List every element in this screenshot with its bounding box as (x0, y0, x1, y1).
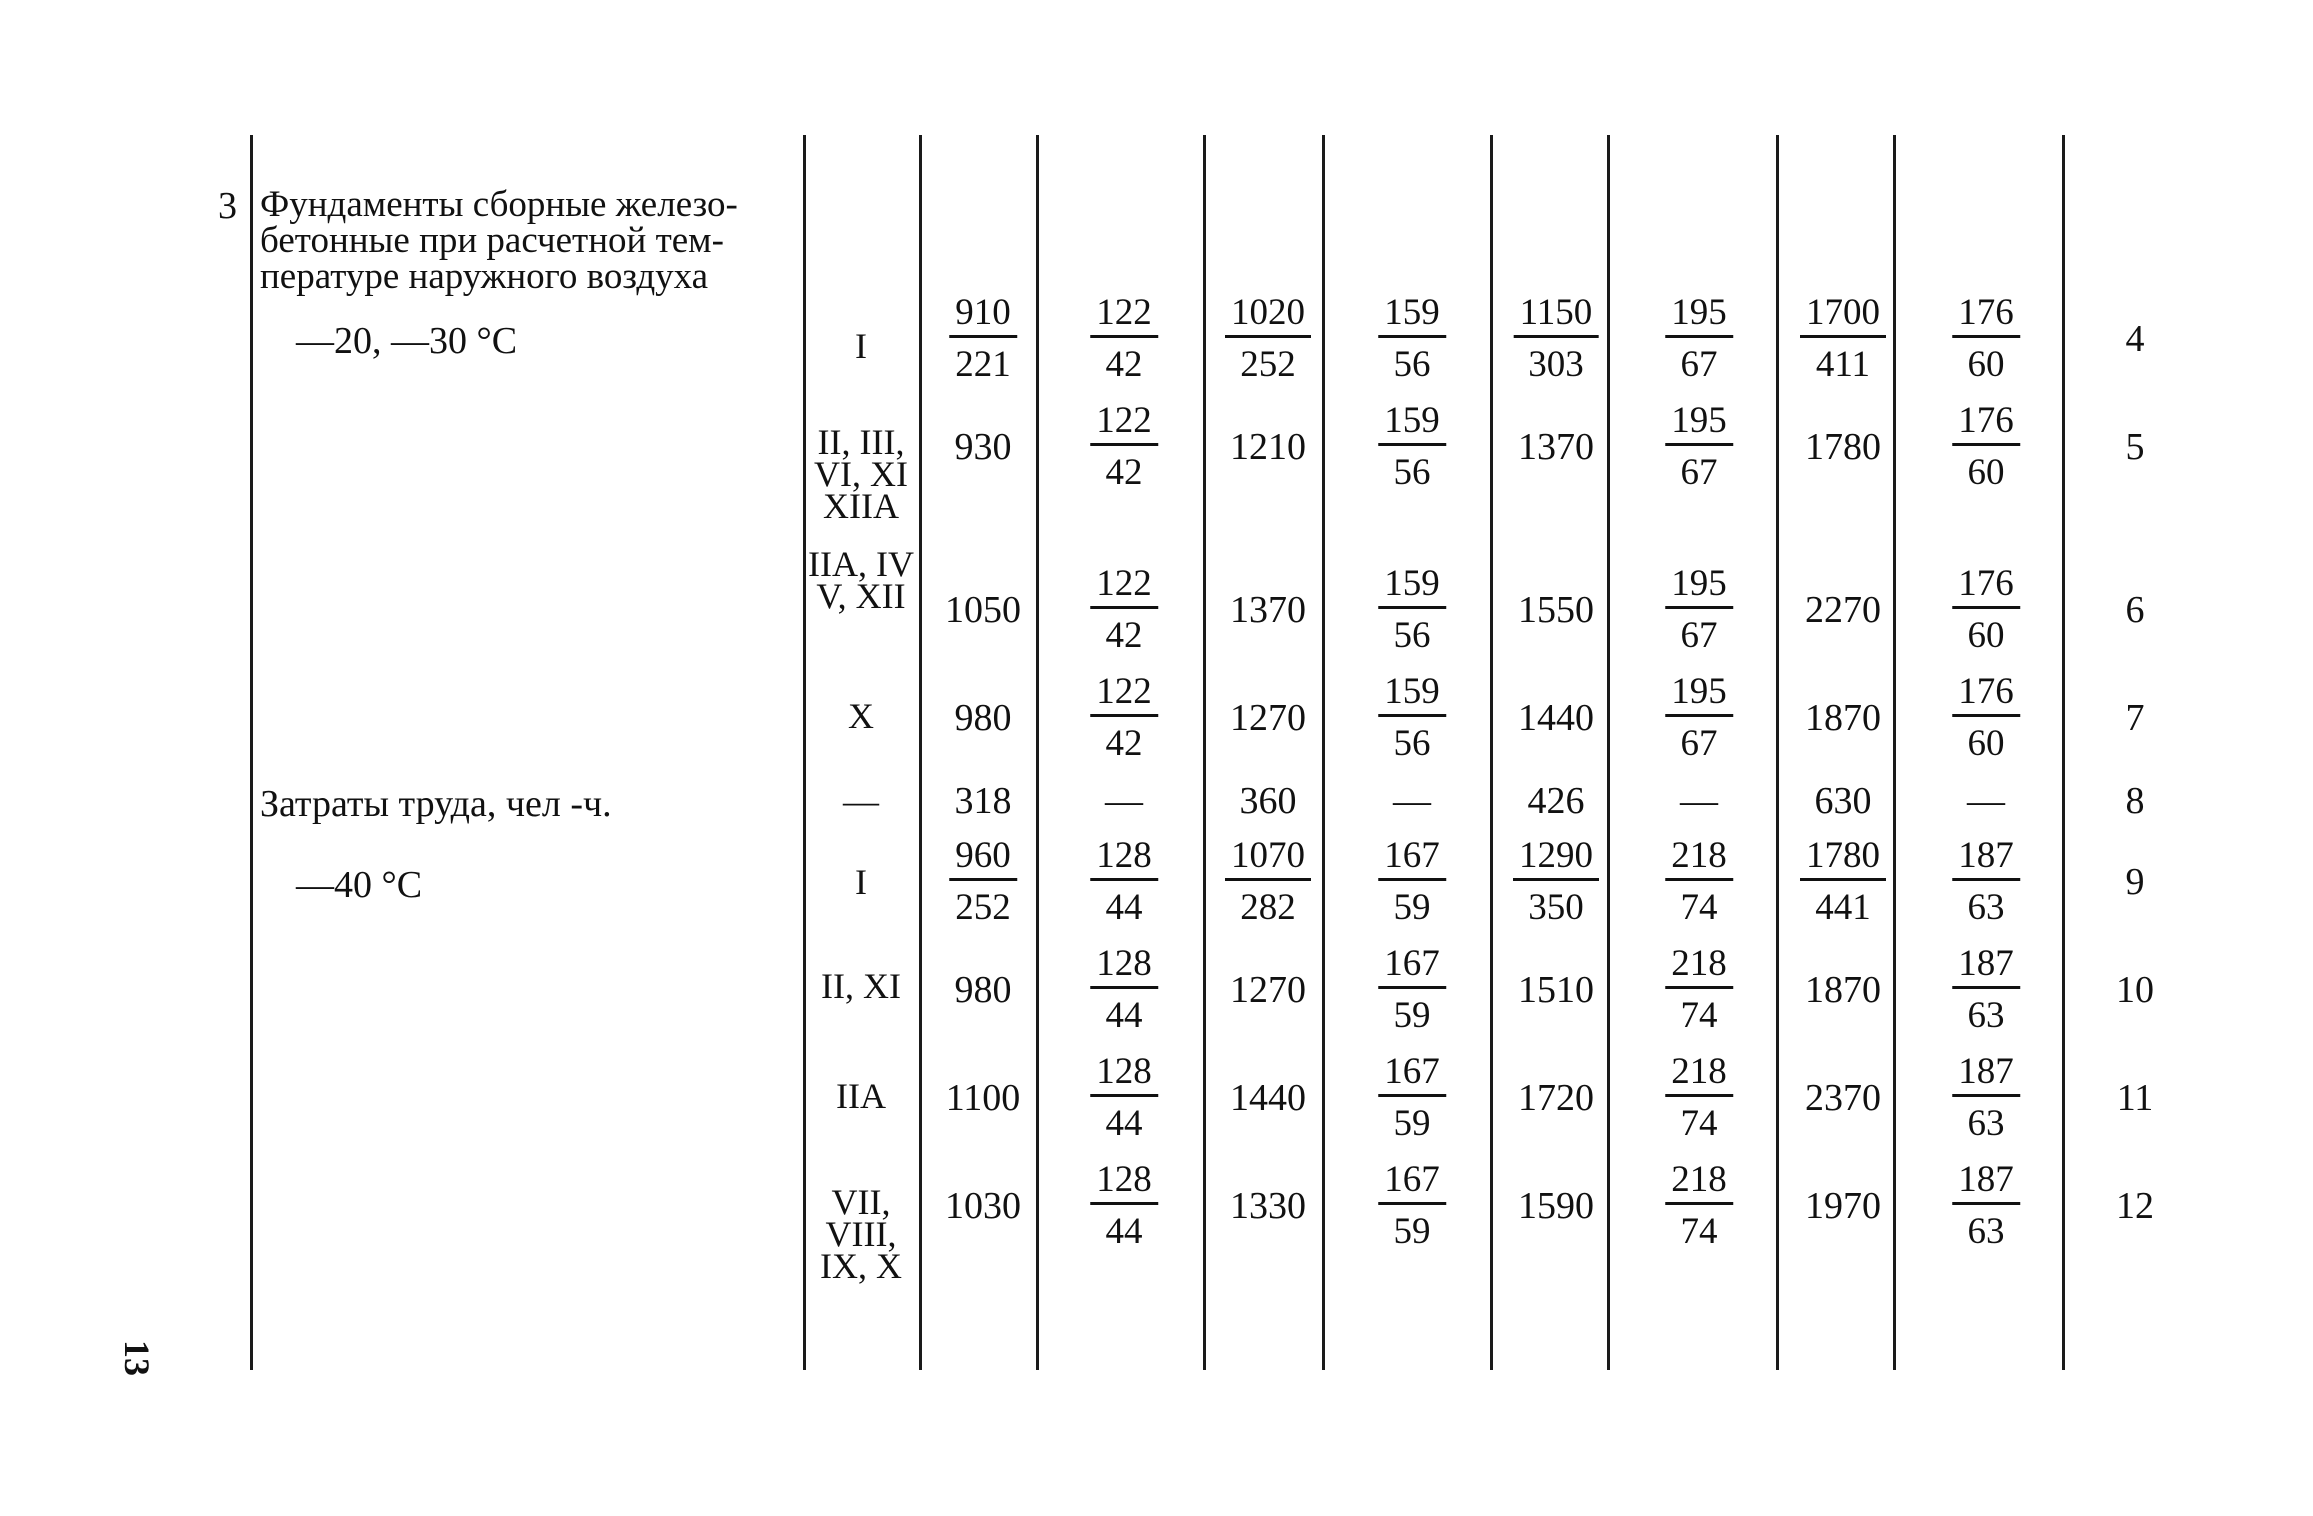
denominator: 60 (1967, 615, 2005, 656)
denominator: 411 (1815, 344, 1871, 385)
numerator: 910 (949, 294, 1017, 338)
design-class-cell (805, 422, 917, 526)
value-cell: 1780 (1805, 426, 1881, 468)
row-number: 12 (2116, 1185, 2154, 1227)
numerator: 167 (1378, 945, 1446, 989)
fraction-cell (1665, 294, 1733, 383)
numerator: 187 (1952, 945, 2020, 989)
column-rule (250, 135, 253, 1370)
numerator: 1070 (1225, 837, 1311, 881)
denominator: 60 (1967, 344, 2005, 385)
value-cell: 1440 (1230, 1077, 1306, 1119)
design-class-line: I (855, 862, 867, 902)
denominator: 60 (1967, 452, 2005, 493)
fraction-cell (1665, 837, 1733, 926)
column-rule (1490, 135, 1493, 1370)
design-class-line: II, III, (817, 422, 905, 462)
numerator: 176 (1952, 294, 2020, 338)
row-number: 6 (2125, 589, 2145, 631)
denominator: 74 (1680, 887, 1718, 928)
value-cell: 1210 (1230, 426, 1306, 468)
fraction-cell (1513, 837, 1599, 926)
numerator: 128 (1090, 945, 1158, 989)
denominator: 63 (1967, 995, 2005, 1036)
temperature-label: —20, —30 °C (296, 320, 518, 362)
fraction-cell (1090, 294, 1158, 383)
denominator: 63 (1967, 1103, 2005, 1144)
fraction-cell (1800, 837, 1886, 926)
value-cell: 2370 (1805, 1077, 1881, 1119)
design-class-line: IX, X (820, 1246, 902, 1286)
design-class-line: V, XII (816, 576, 906, 616)
denominator: 63 (1967, 887, 2005, 928)
numerator: 167 (1378, 1053, 1446, 1097)
fraction-cell (1225, 294, 1311, 383)
numerator: 960 (949, 837, 1017, 881)
column-rule (1607, 135, 1610, 1370)
value-cell: 930 (954, 426, 1012, 468)
denominator: 56 (1393, 723, 1431, 764)
fraction-cell (1952, 945, 2020, 1034)
fraction-cell (1378, 673, 1446, 762)
denominator: 44 (1105, 995, 1143, 1036)
numerator: 195 (1665, 402, 1733, 446)
column-rule (1893, 135, 1896, 1370)
design-class-line: X (848, 696, 874, 736)
denominator: 42 (1105, 615, 1143, 656)
denominator: 42 (1105, 452, 1143, 493)
fraction-cell (1514, 294, 1599, 383)
design-class-cell (805, 862, 917, 902)
value-cell: — (1393, 780, 1431, 822)
fraction-cell (1952, 565, 2020, 654)
denominator: 350 (1528, 887, 1584, 928)
fraction-cell (1952, 1161, 2020, 1250)
value-cell: 2270 (1805, 589, 1881, 631)
work-description (260, 184, 738, 297)
numerator: 128 (1090, 1161, 1158, 1205)
denominator: 59 (1393, 1103, 1431, 1144)
denominator: 74 (1680, 1211, 1718, 1252)
design-class-cell (805, 966, 917, 1006)
value-cell: 426 (1527, 780, 1585, 822)
value-cell: 1270 (1230, 697, 1306, 739)
value-cell: 980 (954, 969, 1012, 1011)
fraction-cell (1800, 294, 1886, 383)
fraction-cell (1090, 945, 1158, 1034)
column-rule (1203, 135, 1206, 1370)
numerator: 218 (1665, 1161, 1733, 1205)
denominator: 303 (1528, 344, 1584, 385)
numerator: 1020 (1225, 294, 1311, 338)
description-line: бетонные при расчетной тем- (260, 220, 724, 261)
column-rule (919, 135, 922, 1370)
fraction-cell (1665, 1161, 1733, 1250)
design-class-line: VI, XI (814, 454, 908, 494)
numerator: 159 (1378, 294, 1446, 338)
numerator: 1780 (1800, 837, 1886, 881)
page-number: 13 (117, 1340, 157, 1376)
value-cell: 1440 (1518, 697, 1594, 739)
row-number: 5 (2125, 426, 2145, 468)
denominator: 42 (1105, 723, 1143, 764)
numerator: 1290 (1513, 837, 1599, 881)
fraction-cell (1090, 673, 1158, 762)
numerator: 1700 (1800, 294, 1886, 338)
numerator: 195 (1665, 294, 1733, 338)
row-number: 4 (2125, 318, 2145, 360)
fraction-cell (1378, 565, 1446, 654)
description-line: пературе наружного воздуха (260, 256, 709, 297)
value-cell: — (1105, 780, 1143, 822)
row-number: 9 (2125, 861, 2145, 903)
value-cell: 360 (1239, 780, 1297, 822)
numerator: 1150 (1514, 294, 1599, 338)
numerator: 218 (1665, 837, 1733, 881)
numerator: 122 (1090, 673, 1158, 717)
value-cell: — (1680, 780, 1718, 822)
denominator: 59 (1393, 995, 1431, 1036)
value-cell: 1590 (1518, 1185, 1594, 1227)
value-cell: 1510 (1518, 969, 1594, 1011)
value-cell: 1030 (945, 1185, 1021, 1227)
denominator: 56 (1393, 344, 1431, 385)
column-rule (803, 135, 806, 1370)
denominator: 42 (1105, 344, 1143, 385)
denominator: 56 (1393, 452, 1431, 493)
numerator: 167 (1378, 837, 1446, 881)
value-cell: 1370 (1518, 426, 1594, 468)
numerator: 187 (1952, 1053, 2020, 1097)
denominator: 282 (1240, 887, 1296, 928)
column-rule (1776, 135, 1779, 1370)
fraction-cell (1952, 837, 2020, 926)
numerator: 122 (1090, 294, 1158, 338)
design-class-cell (805, 781, 917, 821)
design-class-line: — (843, 781, 879, 821)
fraction-cell (1225, 837, 1311, 926)
fraction-cell (1952, 294, 2020, 383)
fraction-cell (949, 294, 1017, 383)
denominator: 60 (1967, 723, 2005, 764)
numerator: 218 (1665, 945, 1733, 989)
fraction-cell (1665, 673, 1733, 762)
denominator: 74 (1680, 995, 1718, 1036)
fraction-cell (1378, 294, 1446, 383)
design-class-line: IIA, IV (808, 544, 914, 584)
denominator: 67 (1680, 723, 1718, 764)
fraction-cell (1090, 565, 1158, 654)
value-cell: 1270 (1230, 969, 1306, 1011)
denominator: 67 (1680, 452, 1718, 493)
fraction-cell (1378, 837, 1446, 926)
fraction-cell (1952, 402, 2020, 491)
numerator: 122 (1090, 565, 1158, 609)
value-cell: 630 (1814, 780, 1872, 822)
fraction-cell (1665, 945, 1733, 1034)
design-class-line: VII, (831, 1182, 891, 1222)
numerator: 122 (1090, 402, 1158, 446)
numerator: 176 (1952, 402, 2020, 446)
design-class-cell (805, 544, 917, 616)
value-cell: 1330 (1230, 1185, 1306, 1227)
numerator: 159 (1378, 402, 1446, 446)
denominator: 221 (955, 344, 1011, 385)
denominator: 44 (1105, 887, 1143, 928)
value-cell: 1550 (1518, 589, 1594, 631)
fraction-cell (1378, 1161, 1446, 1250)
denominator: 67 (1680, 615, 1718, 656)
numerator: 167 (1378, 1161, 1446, 1205)
numerator: 187 (1952, 1161, 2020, 1205)
fraction-cell (1665, 565, 1733, 654)
row-number: 7 (2125, 697, 2145, 739)
fraction-cell (1090, 1053, 1158, 1142)
design-class-cell (805, 1076, 917, 1116)
numerator: 159 (1378, 565, 1446, 609)
column-rule (1322, 135, 1325, 1370)
denominator: 67 (1680, 344, 1718, 385)
denominator: 252 (955, 887, 1011, 928)
value-cell: 980 (954, 697, 1012, 739)
fraction-cell (949, 837, 1017, 926)
denominator: 63 (1967, 1211, 2005, 1252)
value-cell: 1870 (1805, 969, 1881, 1011)
fraction-cell (1952, 673, 2020, 762)
value-cell: 1100 (945, 1077, 1021, 1119)
denominator: 441 (1815, 887, 1871, 928)
fraction-cell (1665, 402, 1733, 491)
value-cell: 1970 (1805, 1185, 1881, 1227)
design-class-cell (805, 1182, 917, 1286)
item-number: 3 (218, 185, 237, 227)
design-class-line: I (855, 326, 867, 366)
numerator: 128 (1090, 1053, 1158, 1097)
numerator: 128 (1090, 837, 1158, 881)
design-class-line: XIIA (823, 486, 899, 526)
fraction-cell (1090, 1161, 1158, 1250)
numerator: 195 (1665, 565, 1733, 609)
denominator: 252 (1240, 344, 1296, 385)
labor-cost-label: Затраты труда, чел -ч. (260, 783, 612, 825)
numerator: 176 (1952, 673, 2020, 717)
denominator: 59 (1393, 887, 1431, 928)
numerator: 218 (1665, 1053, 1733, 1097)
numerator: 176 (1952, 565, 2020, 609)
value-cell: — (1967, 780, 2005, 822)
fraction-cell (1378, 945, 1446, 1034)
design-class-line: II, XI (821, 966, 901, 1006)
value-cell: 318 (954, 780, 1012, 822)
numerator: 187 (1952, 837, 2020, 881)
numerator: 159 (1378, 673, 1446, 717)
fraction-cell (1378, 402, 1446, 491)
value-cell: 1720 (1518, 1077, 1594, 1119)
fraction-cell (1090, 402, 1158, 491)
description-line: Фундаменты сборные железо- (260, 184, 738, 225)
denominator: 56 (1393, 615, 1431, 656)
design-class-line: VIII, (825, 1214, 897, 1254)
design-class-cell (805, 696, 917, 736)
column-rule (2062, 135, 2065, 1370)
denominator: 74 (1680, 1103, 1718, 1144)
column-rule (1036, 135, 1039, 1370)
fraction-cell (1665, 1053, 1733, 1142)
row-number: 11 (2116, 1077, 2154, 1119)
value-cell: 1370 (1230, 589, 1306, 631)
value-cell: 1050 (945, 589, 1021, 631)
denominator: 44 (1105, 1103, 1143, 1144)
design-class-line: IIA (836, 1076, 886, 1116)
temperature-label: —40 °C (296, 864, 423, 906)
fraction-cell (1090, 837, 1158, 926)
design-class-cell (805, 326, 917, 366)
value-cell: 1870 (1805, 697, 1881, 739)
denominator: 59 (1393, 1211, 1431, 1252)
row-number: 10 (2116, 969, 2154, 1011)
row-number: 8 (2125, 780, 2145, 822)
numerator: 195 (1665, 673, 1733, 717)
denominator: 44 (1105, 1211, 1143, 1252)
fraction-cell (1952, 1053, 2020, 1142)
fraction-cell (1378, 1053, 1446, 1142)
